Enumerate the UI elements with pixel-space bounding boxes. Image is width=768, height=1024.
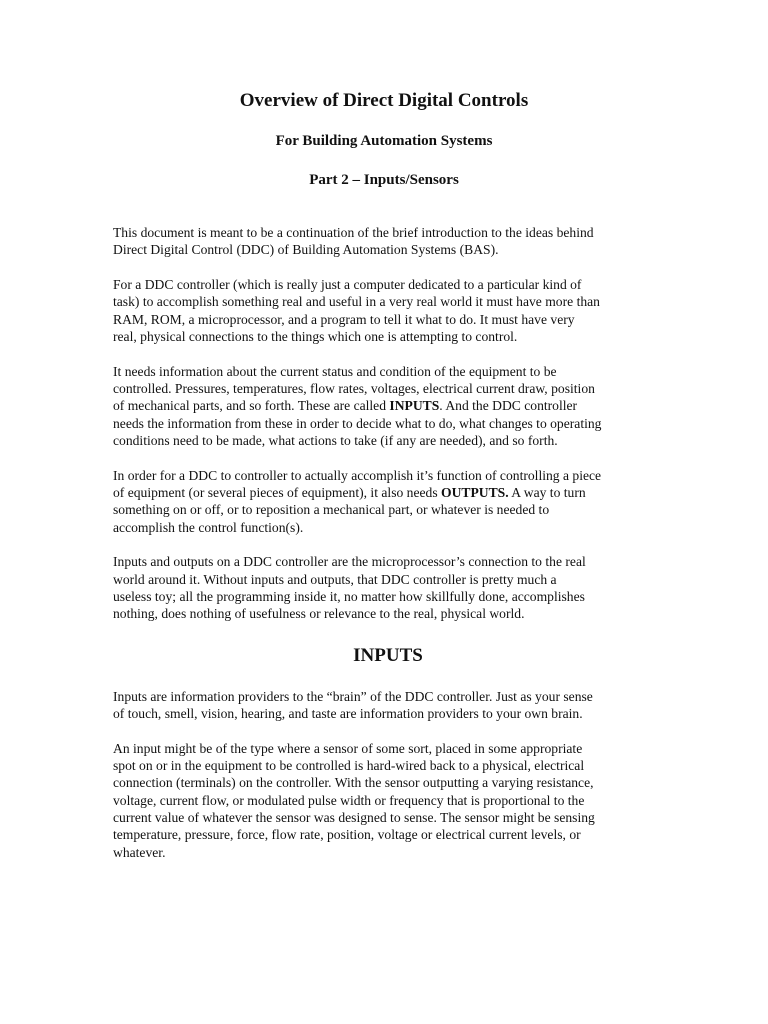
text-line: task) to accomplish something real and useful in a very real world it must have more than [113, 294, 600, 310]
section-heading-inputs: INPUTS [353, 644, 423, 666]
text-line: controlled. Pressures, temperatures, flow rates, voltages, electrical current draw, position [113, 381, 595, 397]
text-line: An input might be of the type where a sensor of some sort, placed in some appropriate [113, 740, 583, 756]
text-line: accomplish the control function(s). [113, 519, 304, 535]
document-title: Overview of Direct Digital Controls [239, 90, 529, 111]
text-line: Inputs and outputs on a DDC controller are the microprocessor’s connection to the real [113, 554, 586, 570]
text-line: real, physical connections to the things which one is attempting to control. [113, 328, 518, 344]
text-line: whatever. [113, 844, 166, 860]
document-subtitle: For Building Automation Systems [275, 133, 493, 149]
text-line: spot on or in the equipment to be controlled is hard-wired back to a physical, electrical [113, 758, 585, 774]
text-line [113, 397, 663, 414]
text-line: Inputs are information providers to the “brain” of the DDC controller. Just as your sense [113, 688, 593, 704]
text-line [113, 484, 663, 501]
text-line: conditions need to be made, what actions to take (if any are needed), and so forth. [113, 432, 558, 448]
text-line: needs the information from these in order to decide what to do, what changes to operating [113, 415, 602, 431]
text-line: of touch, smell, vision, hearing, and taste are information providers to your own brain. [113, 705, 583, 721]
text-line: nothing, does nothing of usefulness or relevance to the real, physical world. [113, 606, 525, 622]
text-line: useless toy; all the programming inside it, no matter how skillfully done, accomplishes [113, 589, 585, 605]
paragraph-intro [113, 224, 663, 259]
text-run: of mechanical parts, and so forth. These are called [113, 398, 390, 414]
text-line: It needs information about the current status and condition of the equipment to be [113, 363, 557, 379]
paragraph-io-connection [113, 553, 663, 622]
text-line: In order for a DDC to controller to actually accomplish it’s function of controlling a piece [113, 467, 602, 483]
text-run: . And the DDC controller [439, 398, 578, 414]
document-part-heading: Part 2 – Inputs/Sensors [309, 172, 459, 188]
inputs-term: INPUTS [389, 398, 440, 414]
text-line: current value of whatever the sensor was designed to sense. The sensor might be sensing [113, 809, 595, 825]
text-line: connection (terminals) on the controller. With the sensor outputting a varying resistance, [113, 775, 594, 791]
paragraph-input-types [113, 740, 663, 861]
paragraph-outputs-definition [113, 467, 663, 536]
paragraph-ddc-controller [113, 276, 663, 345]
paragraph-inputs-brain [113, 688, 663, 723]
text-line: temperature, pressure, force, flow rate, position, voltage or electrical current levels, or [113, 827, 581, 843]
text-run: of equipment (or several pieces of equipment), it also needs [113, 485, 442, 501]
text-line: something on or off, or to reposition a mechanical part, or whatever is needed to [113, 502, 550, 518]
outputs-term: OUTPUTS. [441, 485, 509, 501]
text-line: Direct Digital Control (DDC) of Building Automation Systems (BAS). [113, 242, 499, 258]
paragraph-inputs-definition [113, 363, 663, 449]
text-line: world around it. Without inputs and outputs, that DDC controller is pretty much a [113, 571, 557, 587]
text-line: RAM, ROM, a microprocessor, and a program to tell it what to do. It must have very [113, 311, 575, 327]
document-body [113, 224, 663, 878]
text-run: A way to turn [508, 485, 586, 501]
text-line: This document is meant to be a continuation of the brief introduction to the ideas behind [113, 225, 594, 240]
text-line: voltage, current flow, or modulated pulse width or frequency that is proportional to the [113, 792, 585, 808]
text-line: For a DDC controller (which is really just a computer dedicated to a particular kind of [113, 277, 582, 293]
